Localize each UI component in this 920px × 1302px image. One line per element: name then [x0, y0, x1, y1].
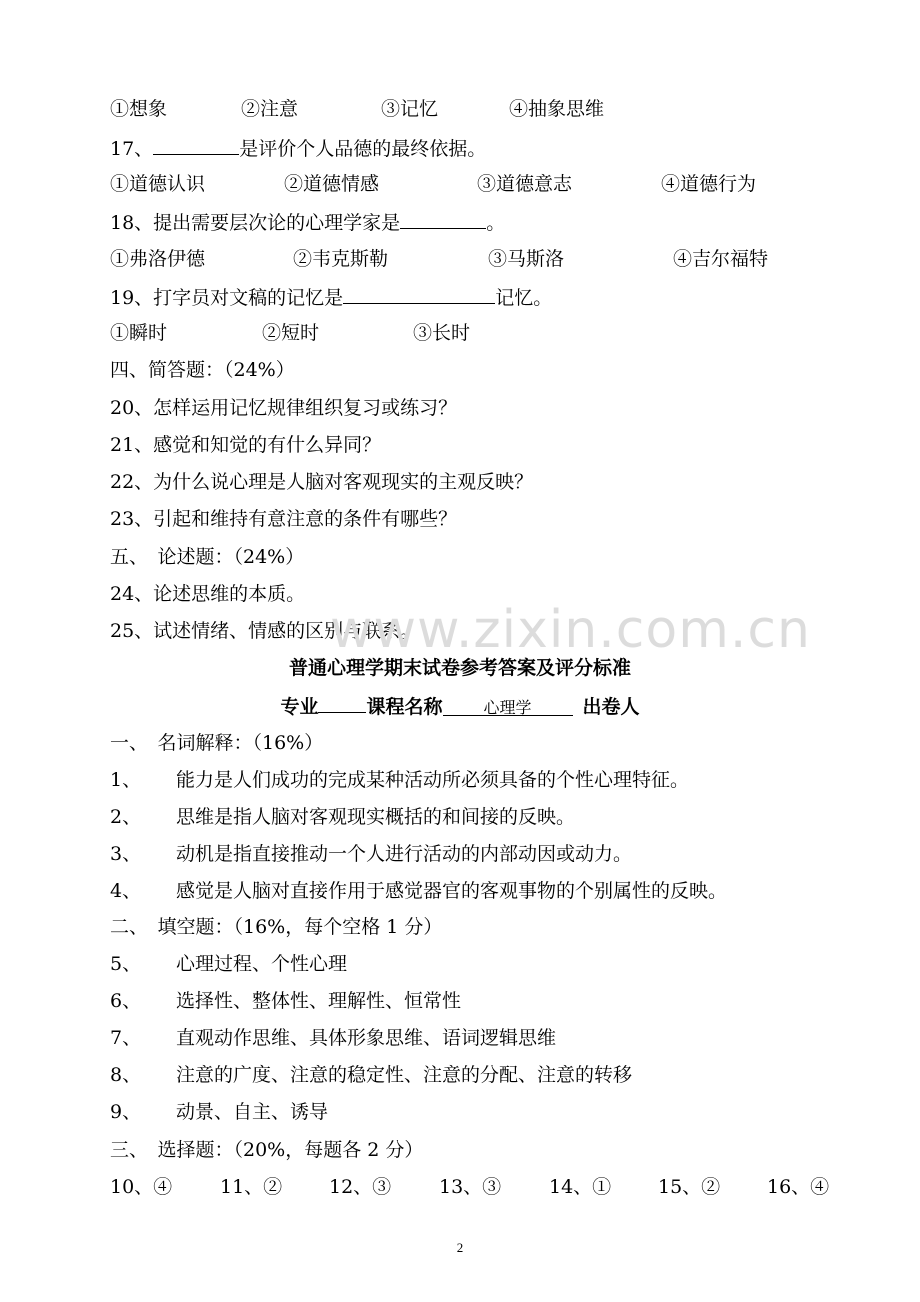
section-5-title: 五、 论述题：（24%） — [110, 546, 305, 568]
question-20: 20、怎样运用记忆规律组织复习或练习？ — [110, 397, 458, 419]
q18-option-4: ④吉尔福特 — [673, 248, 769, 270]
q16-option-1: ①想象 — [110, 98, 168, 120]
answer-5-text: 心理过程、个性心理 — [176, 953, 348, 975]
choice-answer-12: 12、③ — [329, 1176, 392, 1198]
question-25: 25、试述情绪、情感的区别与联系。 — [110, 620, 420, 642]
question-17 — [110, 134, 486, 160]
answer-7 — [110, 1025, 556, 1051]
choice-answer-16: 16、④ — [767, 1176, 830, 1198]
q17-suffix: 是评价个人品德的最终依据。 — [239, 138, 487, 160]
q18-option-1: ①弗洛伊德 — [110, 248, 206, 270]
choice-answer-10: 10、④ — [110, 1176, 173, 1198]
answer-5-num: 5、 — [110, 953, 142, 975]
answer-2-text: 思维是指人脑对客观现实概括的和间接的反映。 — [176, 806, 576, 828]
answer-7-num: 7、 — [110, 1027, 142, 1049]
answer-2 — [110, 804, 575, 830]
answer-key-header — [0, 692, 920, 720]
q17-option-3: ③道德意志 — [477, 173, 573, 195]
watermark: www.zixin.com.cn — [330, 600, 811, 660]
q19-option-1: ①瞬时 — [110, 322, 168, 344]
answer-9-num: 9、 — [110, 1101, 142, 1123]
choice-answer-11: 11、② — [220, 1176, 283, 1198]
answer-3 — [110, 841, 632, 867]
q17-option-4: ④道德行为 — [661, 173, 757, 195]
answer-7-text: 直观动作思维、具体形象思维、语词逻辑思维 — [176, 1027, 557, 1049]
choice-answer-13: 13、③ — [439, 1176, 502, 1198]
answer-6 — [110, 988, 461, 1014]
answer-2-num: 2、 — [110, 806, 142, 828]
q17-prefix: 17、 — [110, 138, 154, 160]
answer-4-text: 感觉是人脑对直接作用于感觉器官的客观事物的个别属性的反映。 — [176, 880, 728, 902]
author-label: 出卷人 — [582, 696, 640, 718]
section-4-title: 四、简答题：（24%） — [110, 359, 295, 381]
q18-option-3: ③马斯洛 — [488, 248, 565, 270]
choice-answer-14: 14、① — [549, 1176, 612, 1198]
q17-option-1: ①道德认识 — [110, 173, 206, 195]
q19-option-2: ②短时 — [262, 322, 320, 344]
q16-option-2: ②注意 — [241, 98, 299, 120]
question-22: 22、为什么说心理是人脑对客观现实的主观反映？ — [110, 471, 534, 493]
answer-9-text: 动景、自主、诱导 — [176, 1101, 329, 1123]
answer-section-2-title: 二、 填空题：（16%，每个空格 1 分） — [110, 916, 443, 938]
q17-blank — [153, 134, 239, 155]
answer-section-3-title: 三、 选择题：（20%，每题各 2 分） — [110, 1139, 424, 1161]
question-18 — [110, 208, 505, 234]
q16-option-3: ③记忆 — [381, 98, 439, 120]
answer-6-text: 选择性、整体性、理解性、恒常性 — [176, 990, 462, 1012]
answer-1-text: 能力是人们成功的完成某种活动所必须具备的个性心理特征。 — [176, 769, 690, 791]
answer-1 — [110, 767, 689, 793]
answer-3-text: 动机是指直接推动一个人进行活动的内部动因或动力。 — [176, 843, 633, 865]
answer-1-num: 1、 — [110, 769, 142, 791]
q18-blank — [400, 208, 486, 229]
q19-text: 19、打字员对文稿的记忆是 — [110, 287, 344, 309]
choice-answer-15: 15、② — [658, 1176, 721, 1198]
answer-9 — [110, 1099, 328, 1125]
question-24: 24、论述思维的本质。 — [110, 583, 306, 605]
answer-6-num: 6、 — [110, 990, 142, 1012]
page-number: 2 — [456, 1240, 464, 1255]
q19-blank — [343, 283, 495, 304]
q18-text: 18、提出需要层次论的心理学家是 — [110, 212, 401, 234]
question-23: 23、引起和维持有意注意的条件有哪些？ — [110, 508, 458, 530]
course-value: 心理学 — [443, 695, 573, 716]
q19-suffix: 记忆。 — [495, 287, 553, 309]
answer-4-num: 4、 — [110, 880, 142, 902]
answer-5 — [110, 951, 347, 977]
answer-8 — [110, 1062, 632, 1088]
answer-4 — [110, 878, 727, 904]
major-label: 专业 — [280, 696, 319, 718]
answer-3-num: 3、 — [110, 843, 142, 865]
course-label: 课程名称 — [366, 696, 443, 718]
q18-option-2: ②韦克斯勒 — [293, 248, 389, 270]
answer-key-title: 普通心理学期末试卷参考答案及评分标准 — [288, 657, 631, 679]
q17-option-2: ②道德情感 — [284, 173, 380, 195]
q19-option-3: ③长时 — [413, 322, 471, 344]
answer-8-num: 8、 — [110, 1064, 142, 1086]
major-blank — [318, 692, 366, 713]
q18-suffix: 。 — [486, 212, 506, 234]
answer-8-text: 注意的广度、注意的稳定性、注意的分配、注意的转移 — [176, 1064, 633, 1086]
question-19 — [110, 283, 552, 309]
question-21: 21、感觉和知觉的有什么异同？ — [110, 434, 382, 456]
q16-option-4: ④抽象思维 — [509, 98, 605, 120]
answer-section-1-title: 一、 名词解释：（16%） — [110, 732, 324, 754]
